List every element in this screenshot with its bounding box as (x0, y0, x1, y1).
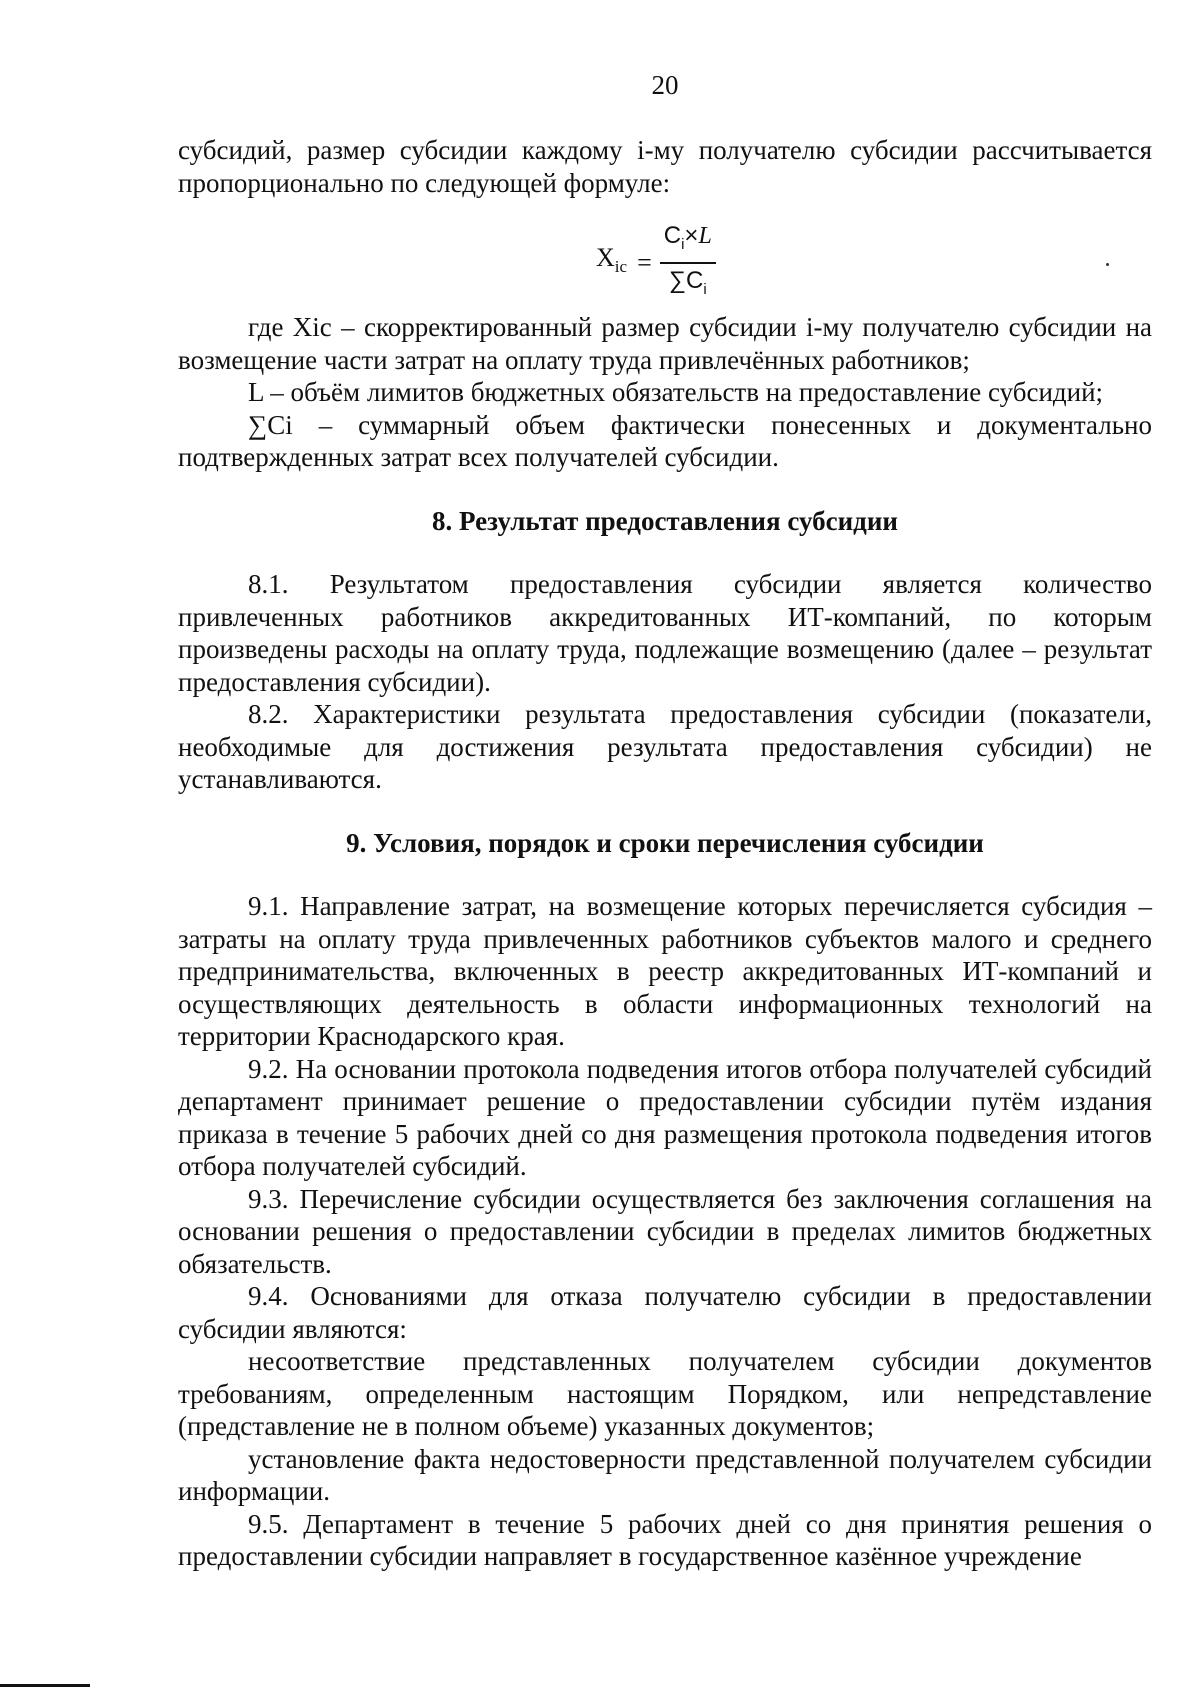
stray-dot (1106, 263, 1109, 266)
intro-paragraph: субсидий, размер субсидии каждому i-му получателю субсидии рассчитывается пропорционально по следующей формуле: (178, 135, 1152, 198)
paragraph-8-2: 8.2. Характеристики результата предоставления субсидии (показатели, необходимые для достижения результата предоставления субсидии) не устанавливаются. (178, 699, 1152, 794)
subsidy-formula (178, 199, 1152, 311)
section-8-heading: 8. Результат предоставления субсидии (432, 505, 898, 536)
paragraph-9-2: 9.2. На основании протокола подведения итогов отбора получателей субсидий департамент принимает решение о предоставлении субсидии путём издания приказа в течение 5 рабочих дней со дня размещения протокола подведения итогов отбора получателей субсидий. (178, 1053, 1152, 1181)
bottom-rule (0, 1684, 90, 1687)
paragraph-9-4: 9.4. Основаниями для отказа получателю субсидии в предоставлении субсидии являются: (178, 1281, 1152, 1344)
formula-denominator: $\sum C_i$ (668, 266, 707, 298)
formula-fraction (660, 221, 716, 305)
paragraph-8-1: 8.1. Результатом предоставления субсидии является количество привлеченных работников аккредитованных ИТ-компаний, по которым произведены расходы на оплату труда, подлежащие возмещению (далее – результат предоставления субсидии). (178, 569, 1152, 697)
formula-numerator: $C_i\times L$ (663, 222, 712, 253)
paragraph-9-5: 9.5. Департамент в течение 5 рабочих дней со дня принятия решения о предоставлении субсидии направляет в государственное казённое учреждение (178, 1508, 1152, 1571)
page-number: 20 (651, 70, 679, 100)
paragraph-9-4-item-2: установление факта недостоверности представленной получателем субсидии информации. (178, 1443, 1152, 1506)
where-l: L – объём лимитов бюджетных обязательств на предоставление субсидий; (248, 377, 1104, 407)
paragraph-9-1: 9.1. Направление затрат, на возмещение которых перечисляется субсидия – затраты на оплату труда привлеченных работников субъектов малого и среднего предпринимательства, включенных в реестр аккредитованных ИТ-компаний и осуществляющих деятельность в области информационных технологий на территории Краснодарского края. (178, 891, 1152, 1051)
section-9-heading: 9. Условия, порядок и сроки перечисления субсидии (346, 827, 984, 858)
where-xic: где Xic – скорректированный размер субсидии i-му получателю субсидии на возмещение части затрат на оплату труда привлечённых работников; (178, 312, 1152, 375)
document-body (178, 134, 1152, 1573)
paragraph-9-4-item-1: несоответствие представленных получателем субсидии документов требованиям, определенным настоящим Порядком, или непредставление (представление не в полном объеме) указанных документов; (178, 1346, 1152, 1441)
formula-equals: = (637, 247, 652, 277)
where-sum-ci: ∑Ci – суммарный объем фактически понесенных и документально подтвержденных затрат всех получателей субсидии. (178, 409, 1152, 472)
paragraph-9-3: 9.3. Перечисление субсидии осуществляется без заключения соглашения на основании решения о предоставлении субсидии в пределах лимитов бюджетных обязательств. (178, 1183, 1152, 1279)
formula-lhs: $X_{ic}$ (596, 242, 628, 277)
